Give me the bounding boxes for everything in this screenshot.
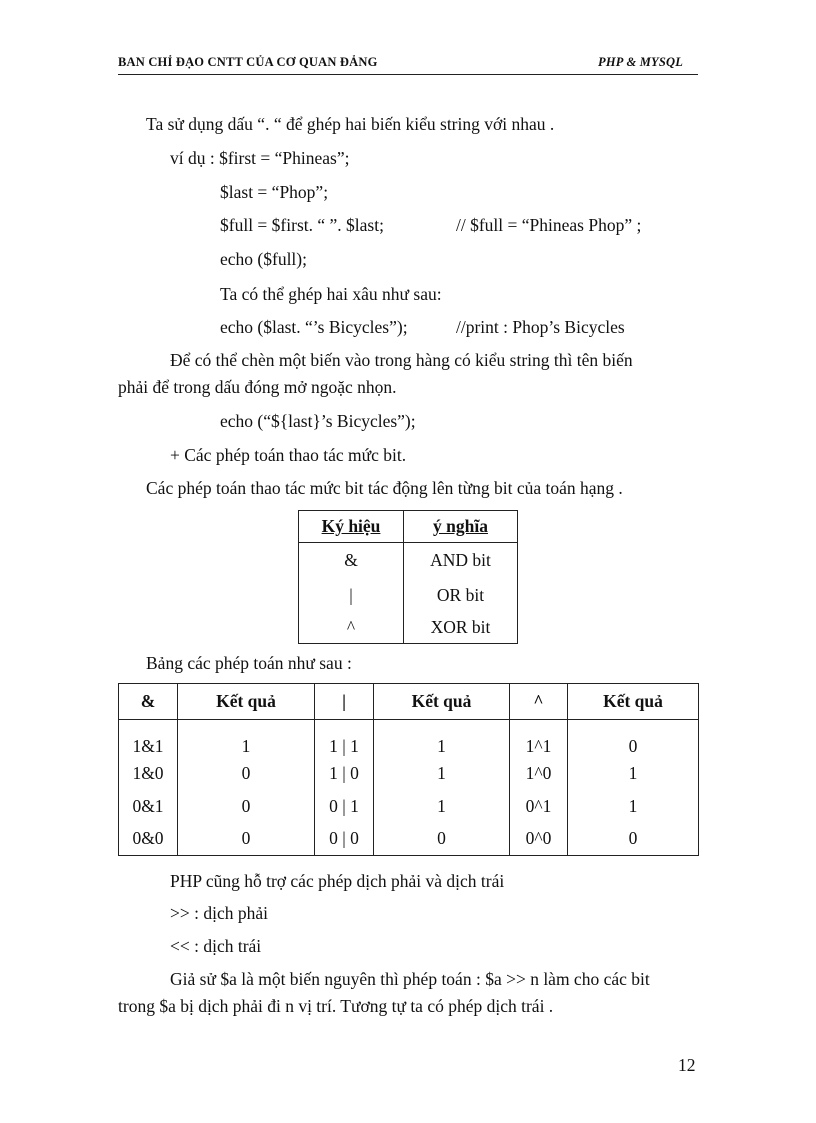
code-line: $last = “Phop”; xyxy=(220,182,329,202)
table-header: Kết quả xyxy=(178,684,315,720)
table-cell: 0 xyxy=(178,823,315,856)
table-cell: 0 xyxy=(178,757,315,790)
header-right: PHP & MYSQL xyxy=(598,55,684,69)
table-cell: 0^0 xyxy=(510,823,568,856)
table-cell: 0 xyxy=(568,720,699,757)
paragraph-line: phải để trong dấu đóng mở ngoặc nhọn. xyxy=(118,377,397,397)
table-cell: 0 xyxy=(178,790,315,823)
paragraph-line: << : dịch trái xyxy=(170,936,262,956)
code-comment: //print : Phop’s Bicycles xyxy=(456,317,625,337)
table-header: Kết quả xyxy=(568,684,699,720)
table-cell: 1 xyxy=(568,790,699,823)
table-cell: 1 | 0 xyxy=(315,757,374,790)
paragraph-line: Giả sử $a là một biến nguyên thì phép toán : $a >> n làm cho các bit xyxy=(170,969,650,989)
table-header: & xyxy=(119,684,178,720)
table-cell: AND bit xyxy=(404,543,518,579)
table-row xyxy=(299,612,518,644)
paragraph-line: PHP cũng hỗ trợ các phép dịch phải và dịch trái xyxy=(170,871,505,891)
table-cell: 0&1 xyxy=(119,790,178,823)
table-header: ^ xyxy=(510,684,568,720)
table-cell: 1 xyxy=(374,790,510,823)
table-row xyxy=(119,757,699,790)
paragraph-line: Các phép toán thao tác mức bit tác động lên từng bit của toán hạng . xyxy=(146,478,623,498)
symbol-table xyxy=(298,510,518,644)
code-line: echo ($last. “’s Bicycles”); xyxy=(220,317,408,337)
code-line: echo ($full); xyxy=(220,249,307,269)
paragraph-line: ví dụ : $first = “Phineas”; xyxy=(170,148,350,168)
table-cell: 0 | 0 xyxy=(315,823,374,856)
symbol-header: Ký hiệu xyxy=(321,516,381,536)
paragraph-line: Ta có thể ghép hai xâu như sau: xyxy=(220,284,442,304)
table-cell: 1^0 xyxy=(510,757,568,790)
table-cell: | xyxy=(299,579,404,612)
table-cell: 0 xyxy=(374,823,510,856)
header-left: BAN CHỈ ĐẠO CNTT CỦA CƠ QUAN ĐẢNG xyxy=(118,55,378,69)
table-cell: 1 xyxy=(374,757,510,790)
paragraph-line: >> : dịch phải xyxy=(170,903,268,923)
meaning-header: ý nghĩa xyxy=(433,516,488,536)
table-cell: OR bit xyxy=(404,579,518,612)
code-line: echo (“${last}’s Bicycles”); xyxy=(220,411,416,431)
table-cell: 0 xyxy=(568,823,699,856)
table-row xyxy=(299,579,518,612)
table-cell: 0&0 xyxy=(119,823,178,856)
page-number: 12 xyxy=(678,1055,696,1075)
code-line: $full = $first. “ ”. $last; xyxy=(220,215,384,235)
table-cell: 1 xyxy=(374,720,510,757)
table-cell: & xyxy=(299,543,404,579)
result-table xyxy=(118,683,699,856)
table-row xyxy=(119,823,699,856)
paragraph-line: Để có thể chèn một biến vào trong hàng có kiểu string thì tên biến xyxy=(170,350,633,370)
table-cell: ^ xyxy=(299,612,404,644)
table-cell: 1&0 xyxy=(119,757,178,790)
table-cell: 0^1 xyxy=(510,790,568,823)
table-cell: 1&1 xyxy=(119,720,178,757)
table-cell: 1 | 1 xyxy=(315,720,374,757)
header-rule xyxy=(118,74,698,75)
table-cell: XOR bit xyxy=(404,612,518,644)
table-row xyxy=(299,543,518,579)
table-header: Kết quả xyxy=(374,684,510,720)
table-cell: 1 xyxy=(178,720,315,757)
table-cell: 1 xyxy=(568,757,699,790)
table-cell: 1^1 xyxy=(510,720,568,757)
table-row xyxy=(119,720,699,757)
table-cell: 0 | 1 xyxy=(315,790,374,823)
table-header: | xyxy=(315,684,374,720)
code-comment: // $full = “Phineas Phop” ; xyxy=(456,215,642,235)
paragraph-line: + Các phép toán thao tác mức bit. xyxy=(170,445,407,465)
paragraph-line: Bảng các phép toán như sau : xyxy=(146,653,352,673)
paragraph-line: trong $a bị dịch phải đi n vị trí. Tương tự ta có phép dịch trái . xyxy=(118,996,554,1016)
table-row xyxy=(119,790,699,823)
paragraph-line: Ta sử dụng dấu “. “ để ghép hai biến kiểu string với nhau . xyxy=(146,114,555,134)
